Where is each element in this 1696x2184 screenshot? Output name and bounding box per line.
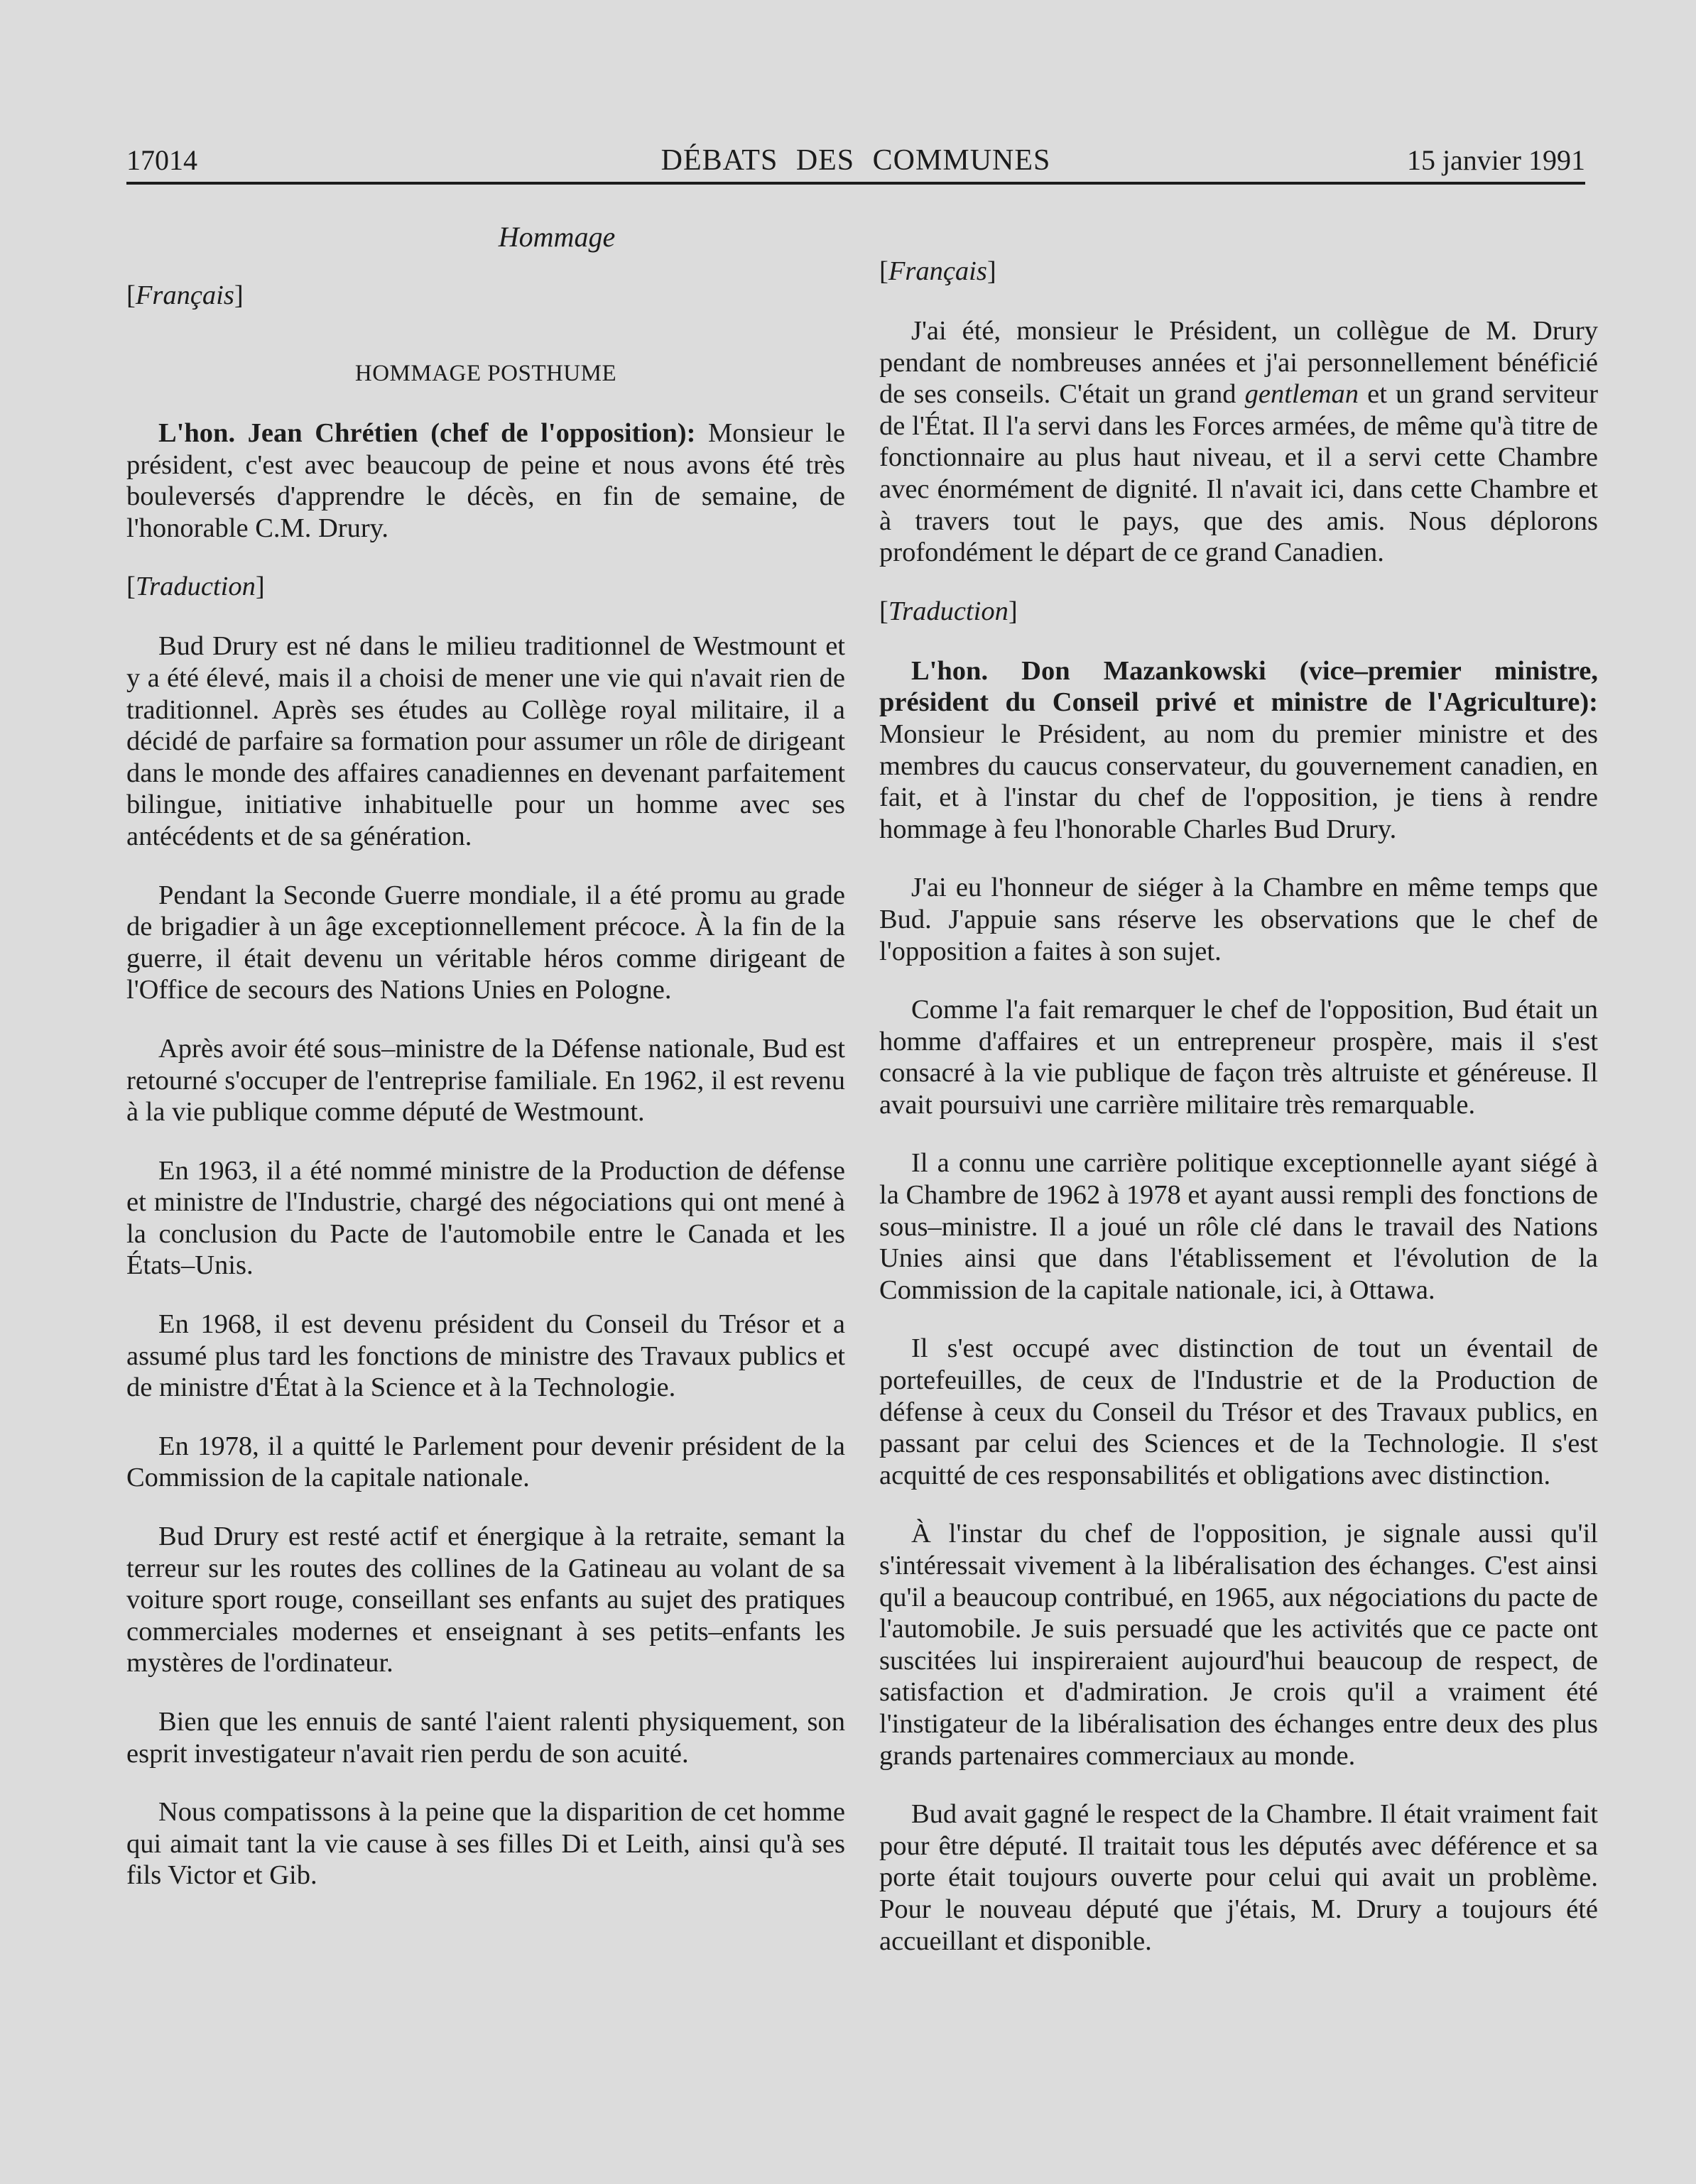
speaker-name: L'hon. Don Mazankowski (vice–premier ministre, président du Conseil privé et ministre de l'Agriculture): — [879, 655, 1598, 718]
paragraph: En 1978, il a quitté le Parlement pour devenir président de la Commission de la capitale nationale. — [126, 1431, 845, 1493]
page-number: 17014 — [126, 144, 197, 176]
language-tag: [Français] — [879, 256, 996, 286]
paragraph: Il a connu une carrière politique exceptionnelle ayant siégé à la Chambre de 1962 à 1978 et ayant aussi rempli des fonctions de sous–ministre. Il a joué un rôle clé dans le travail des Nations Unies ainsi que dans l'établissement et l'évolution de la Commission de la capitale nationale, ici, à Ottawa. — [879, 1148, 1598, 1305]
paragraph: Nous compatissons à la peine que la disparition de cet homme qui aimait tant la vie cause à ses filles Di et Leith, ainsi qu'à ses fils Victor et Gib. — [126, 1797, 845, 1891]
right-column — [879, 256, 1598, 1984]
paragraph: Il s'est occupé avec distinction de tout un éventail de portefeuilles, de ceux de l'Industrie et de la Production de défense à ceux du Conseil du Trésor et des Travaux publics, en passant par celui des Sciences et de la Technologie. Il s'est acquitté de ces responsabilités et obligations avec distinction. — [879, 1333, 1598, 1490]
language-tag: [Traduction] — [126, 572, 265, 602]
paragraph: J'ai été, monsieur le Président, un collègue de M. Drury pendant de nombreuses années et j'ai personnellement bénéficié de ses conseils. C'était un grand gentleman et un grand serviteur de l'État. Il l'a servi dans les Forces armées, de même qu'à titre de fonctionnaire au plus haut niveau, et il a servi cette Chambre avec énormément de dignité. Il n'avait ici, dans cette Chambre et à travers tout le pays, que des amis. Nous déplorons profondément le départ de ce grand Canadien. — [879, 316, 1599, 568]
paragraph: J'ai eu l'honneur de siéger à la Chambre en même temps que Bud. J'appuie sans réserve les observations que le chef de l'opposition a faites à son sujet. — [879, 873, 1598, 966]
paragraph: Bien que les ennuis de santé l'aient ralenti physiquement, son esprit investigateur n'avait rien perdu de son acuité. — [126, 1707, 845, 1769]
subsection-heading: HOMMAGE POSTHUME — [354, 361, 617, 386]
header-rule — [126, 182, 1585, 185]
paragraph: L'hon. Jean Chrétien (chef de l'opposition): Monsieur le président, c'est avec beaucoup de peine et nous avons été très bouleversés d'apprendre le décès, en fin de semaine, de l'honorable C.M. Drury. — [126, 418, 845, 543]
paragraph: Bud Drury est né dans le milieu traditionnel de Westmount et y a été élevé, mais il a choisi de mener une vie qui n'avait rien de traditionnel. Après ses études au Collège royal militaire, il a décidé de parfaire sa formation pour assumer un rôle de dirigeant dans le monde des affaires canadiennes en devenant parfaitement bilingue, initiative inhabituelle pour un homme avec ses antécédents et de sa génération. — [126, 631, 845, 851]
journal-title: DÉBATS DES COMMUNES — [661, 144, 1051, 177]
paragraph: Bud Drury est resté actif et énergique à la retraite, semant la terreur sur les routes des collines de la Gatineau au volant de sa voiture sport rouge, conseillant ses enfants au sujet des pratiques commerciales modernes et enseignant à ses petits–enfants les mystères de l'ordinateur. — [126, 1522, 845, 1678]
paragraph: Après avoir été sous–ministre de la Défense nationale, Bud est retourné s'occuper de l'entreprise familiale. En 1962, il est revenu à la vie publique comme député de Westmount. — [126, 1033, 845, 1128]
paragraph: L'hon. Don Mazankowski (vice–premier ministre, président du Conseil privé et ministre de l'Agriculture): Monsieur le Président, au nom du premier ministre et des membres du caucus conservateur, du gouvernement canadien, en fait, et à l'instar du chef de l'opposition, je tiens à rendre hommage à feu l'honorable Charles Bud Drury. — [879, 655, 1598, 844]
running-header — [126, 142, 1585, 179]
paragraph: Comme l'a fait remarquer le chef de l'opposition, Bud était un homme d'affaires et un entrepreneur prospère, mais il s'est consacré à la vie publique de façon très altruiste et généreuse. Il avait poursuivi une carrière militaire très remarquable. — [879, 995, 1598, 1120]
paragraph: Bud avait gagné le respect de la Chambre. Il était vraiment fait pour être député. Il traitait tous les députés avec déférence et sa porte était toujours ouverte pour celui qui avait un problème. Pour le nouveau député que j'étais, M. Drury a toujours été accueillant et disponible. — [879, 1799, 1598, 1956]
paragraph: En 1968, il est devenu président du Conseil du Trésor et a assumé plus tard les fonctions de ministre des Travaux publics et de ministre d'État à la Science et à la Technologie. — [126, 1309, 845, 1403]
issue-date: 15 janvier 1991 — [1406, 144, 1585, 176]
section-title: Hommage — [498, 221, 616, 253]
paragraph: En 1963, il a été nommé ministre de la Production de défense et ministre de l'Industrie, chargé des négociations qui ont mené à la conclusion du Pacte de l'automobile entre le Canada et les États–Unis. — [126, 1155, 845, 1281]
speaker-name: L'hon. Jean Chrétien (chef de l'opposition): — [158, 418, 696, 448]
language-tag: [Traduction] — [879, 596, 1018, 626]
emphasis: gentleman — [1244, 379, 1359, 410]
left-column — [126, 213, 845, 1918]
paragraph: Pendant la Seconde Guerre mondiale, il a été promu au grade de brigadier à un âge exceptionnellement précoce. À la fin de la guerre, il était devenu un véritable héros comme dirigeant de l'Office de secours des Nations Unies en Pologne. — [126, 880, 845, 1005]
paragraph: À l'instar du chef de l'opposition, je signale aussi qu'il s'intéressait vivement à la libéralisation des échanges. C'est ainsi qu'il a beaucoup contribué, en 1965, aux négociations du pacte de l'automobile. Je suis persuadé que les activités que ce pacte ont suscitées lui inspireraient aujourd'hui beaucoup de respect, de satisfaction et d'admiration. Je crois qu'il a vraiment été l'instigateur de la libéralisation des échanges entre deux des plus grands partenaires commerciaux au monde. — [879, 1519, 1598, 1771]
language-tag: [Français] — [126, 280, 244, 310]
